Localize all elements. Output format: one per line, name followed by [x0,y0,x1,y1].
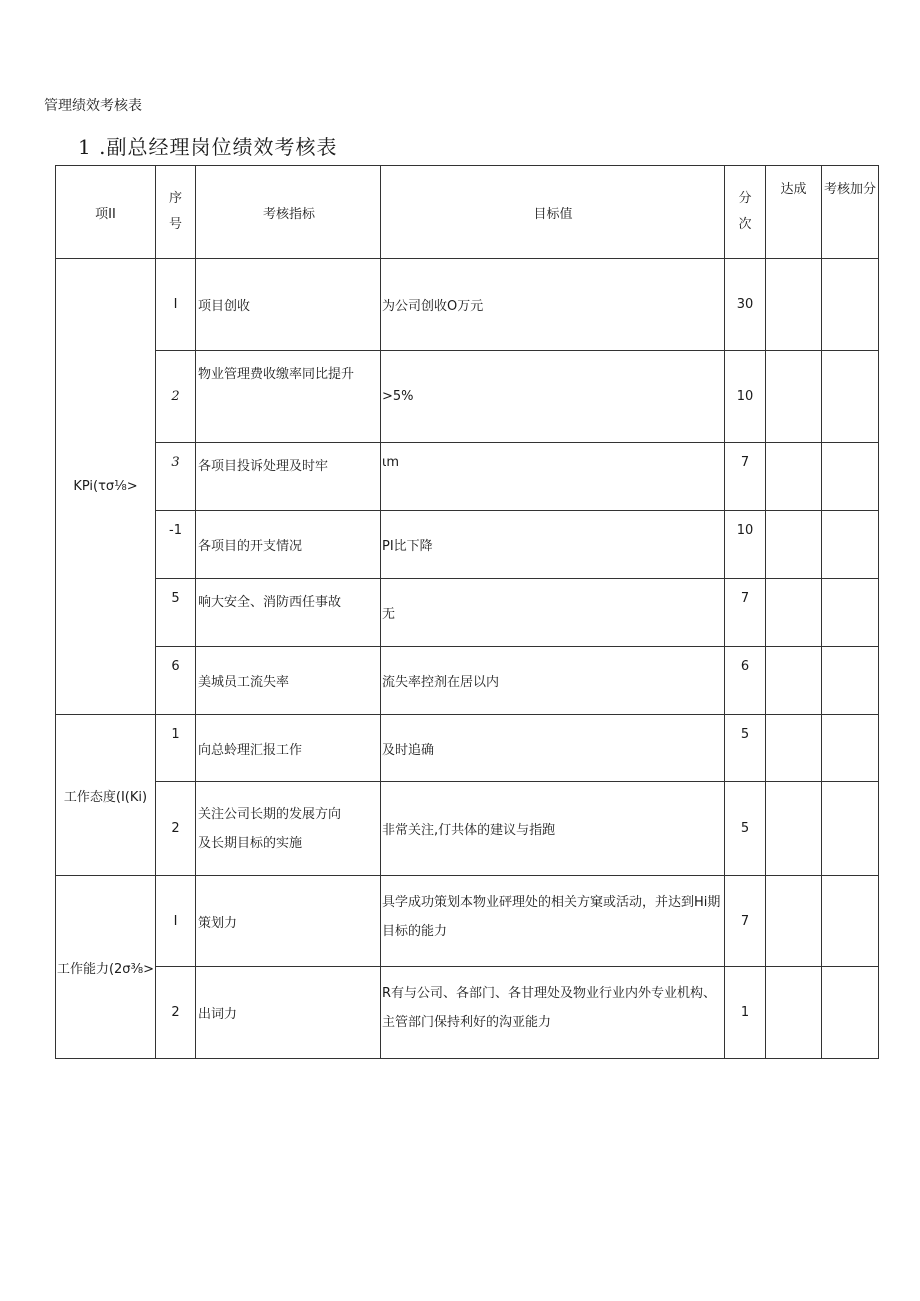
table-row [56,876,879,967]
target [381,967,725,1059]
row-number: I [156,876,196,967]
indicator: 物业管理费收缴率同比提升 [196,351,381,443]
bonus-cell [822,876,879,967]
section-title: 1 .副总经理岗位绩效考核表 [78,135,338,159]
indicator [196,782,381,876]
bonus-cell [822,579,879,647]
row-number: 2 [156,351,196,443]
target-line2: 目标的能力 [382,924,448,939]
header-indicator: 考核指标 [196,166,381,259]
bonus-cell [822,443,879,511]
achieved-cell [766,579,822,647]
row-number: I [156,259,196,351]
score: 7 [725,579,766,647]
header-target: 目标值 [381,166,725,259]
achieved-cell [766,259,822,351]
score: 10 [725,351,766,443]
achieved-cell [766,782,822,876]
score: 30 [725,259,766,351]
indicator: 各项目的开支情况 [196,511,381,579]
row-number: -1 [156,511,196,579]
target-line1: R有与公司、各部门、各甘理处及物业行业内外专业机构、 [382,986,717,1001]
table-row [56,715,879,782]
indicator-line2: 及长期目标的实施 [198,835,303,851]
target [381,876,725,967]
table-row [56,647,879,715]
achieved-cell [766,511,822,579]
score: 1 [725,967,766,1059]
row-number: 1 [156,715,196,782]
row-number: 2 [156,967,196,1059]
achieved-cell [766,715,822,782]
header-achieved: 达成 [766,166,822,259]
indicator: 项目创收 [196,259,381,351]
header-number [156,166,196,259]
target: 非常关注,仃共体的建议与指跑 [381,782,725,876]
table-row [56,967,879,1059]
indicator: 出词力 [196,967,381,1059]
row-number: 5 [156,579,196,647]
bonus-cell [822,782,879,876]
target: 及时追确 [381,715,725,782]
score: 10 [725,511,766,579]
bonus-cell [822,647,879,715]
table-row [56,579,879,647]
achieved-cell [766,876,822,967]
target-line1: 具学成功策划本物业砰理处的相关方窠或活动，并达到Hi期 [382,895,721,910]
table-header-row [56,166,879,259]
header-score-line1: 分 [738,191,752,206]
target: ιm [381,443,725,511]
table-row [56,782,879,876]
achieved-cell [766,443,822,511]
document-title: 管理绩效考核表 [44,98,142,114]
score: 5 [725,782,766,876]
indicator: 向总蛉理汇报工作 [196,715,381,782]
bonus-cell [822,967,879,1059]
target: PI比下降 [381,511,725,579]
category-ability: 工作能力(2σ⅜> [56,876,156,1059]
category-kpi: KPi(τσ⅛> [56,259,156,715]
achieved-cell [766,967,822,1059]
target: >5% [381,351,725,443]
score: 5 [725,715,766,782]
indicator: 响大安全、消防西任事故 [196,579,381,647]
header-category: 项II [56,166,156,259]
table-row [56,443,879,511]
header-score-line2: 次 [738,217,752,232]
header-number-line1: 序 [168,191,182,206]
indicator: 策划力 [196,876,381,967]
score: 6 [725,647,766,715]
target: 为公司创收O万元 [381,259,725,351]
header-score [725,166,766,259]
target-line2: 主管部门保持利好的沟亚能力 [382,1015,552,1030]
score: 7 [725,443,766,511]
table-row [56,351,879,443]
bonus-cell [822,715,879,782]
header-bonus: 考核加分 [822,166,879,259]
bonus-cell [822,259,879,351]
bonus-cell [822,511,879,579]
bonus-cell [822,351,879,443]
target: 流失率控剂在居以内 [381,647,725,715]
row-number: 6 [156,647,196,715]
indicator: 各项目投诉处理及时牢 [196,443,381,511]
achieved-cell [766,647,822,715]
indicator-line1: 关注公司长期的发展方向 [198,806,342,822]
table-row [56,511,879,579]
achieved-cell [766,351,822,443]
target: 无 [381,579,725,647]
row-number: 2 [156,782,196,876]
header-number-line2: 号 [168,217,182,232]
kpi-table [55,165,879,1059]
score: 7 [725,876,766,967]
row-number: 3 [156,443,196,511]
category-attitude: 工作态度(I(Ki) [56,715,156,876]
indicator: 美城员工流失率 [196,647,381,715]
table-row [56,259,879,351]
